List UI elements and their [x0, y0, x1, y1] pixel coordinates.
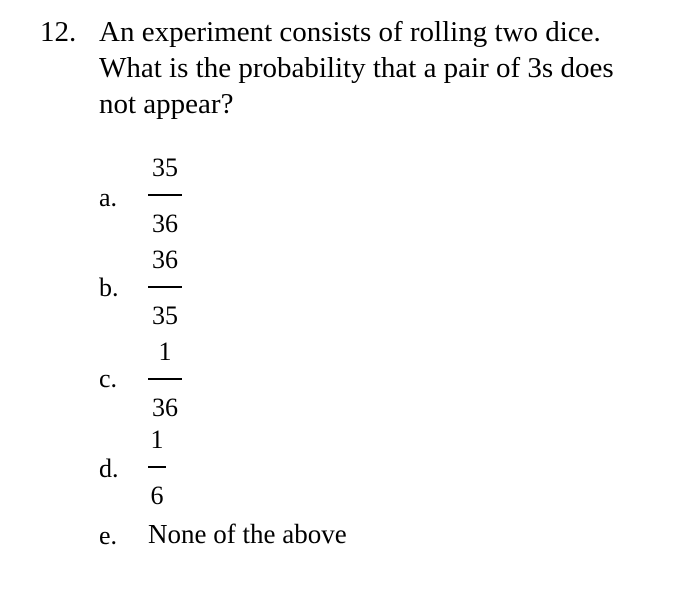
fraction-denominator: 36	[152, 393, 178, 422]
fraction-bar	[148, 286, 182, 288]
option-b-letter: b.	[99, 273, 119, 302]
fraction-numerator: 35	[152, 153, 178, 182]
option-e-text: None of the above	[148, 519, 347, 549]
fraction-numerator: 1	[158, 337, 172, 366]
option-e-letter: e.	[99, 521, 118, 550]
fraction-numerator: 36	[152, 245, 178, 274]
fraction-bar	[148, 466, 166, 468]
option-c-letter: c.	[99, 364, 118, 393]
option-d-letter: d.	[99, 454, 119, 483]
fraction-numerator: 1	[150, 425, 164, 454]
fraction-denominator: 36	[152, 209, 178, 238]
fraction-denominator: 6	[150, 481, 164, 510]
question-line: not appear?	[99, 88, 234, 120]
option-c-fraction	[148, 338, 182, 422]
question-text	[99, 14, 659, 122]
option-a-fraction	[148, 154, 182, 238]
option-d-fraction	[148, 426, 166, 510]
question-line: What is the probability that a pair of 3s does	[99, 52, 614, 84]
option-a-letter: a.	[99, 183, 118, 212]
fraction-bar	[148, 378, 182, 380]
option-b-fraction	[148, 246, 182, 330]
fraction-bar	[148, 194, 182, 196]
fraction-denominator: 35	[152, 301, 178, 330]
question-line: An experiment consists of rolling two dice.	[99, 16, 601, 48]
question-number: 12.	[40, 16, 77, 48]
